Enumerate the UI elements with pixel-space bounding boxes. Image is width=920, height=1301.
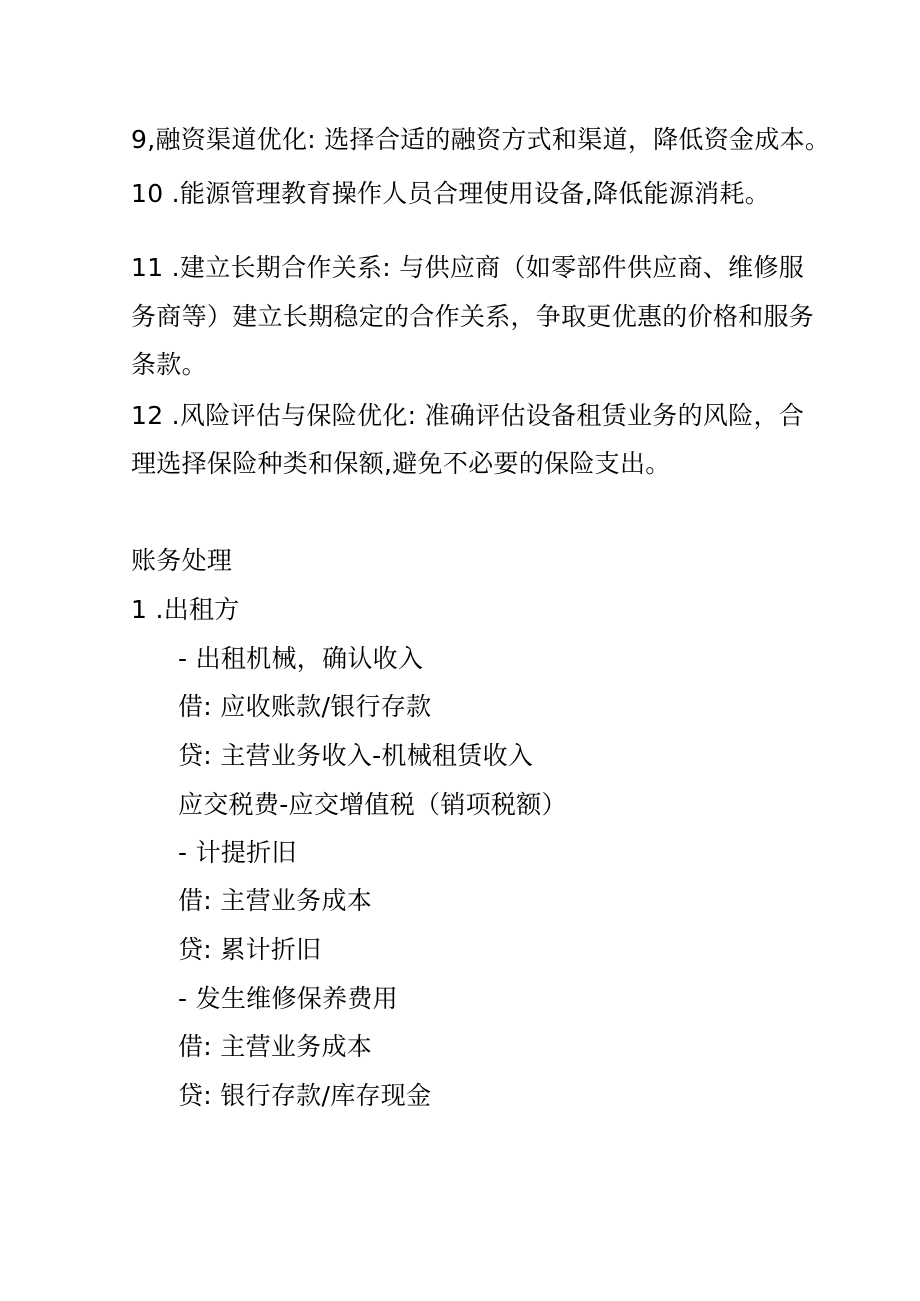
- item-12-line-1: 12 .风险评估与保险优化: 准确评估设备租赁业务的风险，合: [131, 401, 805, 430]
- item-11-line-3: 条款。: [131, 350, 207, 379]
- item-10-text: 10 .能源管理教育操作人员合理使用设备,降低能源消耗。: [131, 179, 771, 208]
- item-11-line-1: 11 .建立长期合作关系: 与供应商（如零部件供应商、维修服: [131, 253, 805, 282]
- item-9-text: 9,融资渠道优化: 选择合适的融资方式和渠道，降低资金成本。: [131, 125, 831, 154]
- entry-line: 贷: 累计折旧: [178, 935, 322, 964]
- section-heading: 账务处理: [131, 546, 233, 575]
- item-12-line-2: 理选择保险种类和保额,避免不必要的保险支出。: [131, 449, 671, 478]
- entry-line: - 计提折旧: [178, 838, 297, 867]
- entry-line: - 发生维修保养费用: [178, 984, 398, 1013]
- entry-line: 借: 主营业务成本: [178, 1032, 373, 1061]
- entry-line: 贷: 银行存款/库存现金: [178, 1081, 432, 1110]
- entry-line: 借: 主营业务成本: [178, 886, 373, 915]
- entry-line: 贷: 主营业务收入-机械租赁收入: [178, 741, 534, 770]
- item-11-line-2: 务商等）建立长期稳定的合作关系，争取更优惠的价格和服务: [131, 302, 815, 331]
- entry-line: 应交税费-应交增值税（销项税额）: [178, 790, 567, 819]
- subsection-lessor: 1 .出租方: [131, 595, 240, 624]
- entry-line: 借: 应收账款/银行存款: [178, 692, 432, 721]
- entry-line: - 出租机械，确认收入: [178, 644, 424, 673]
